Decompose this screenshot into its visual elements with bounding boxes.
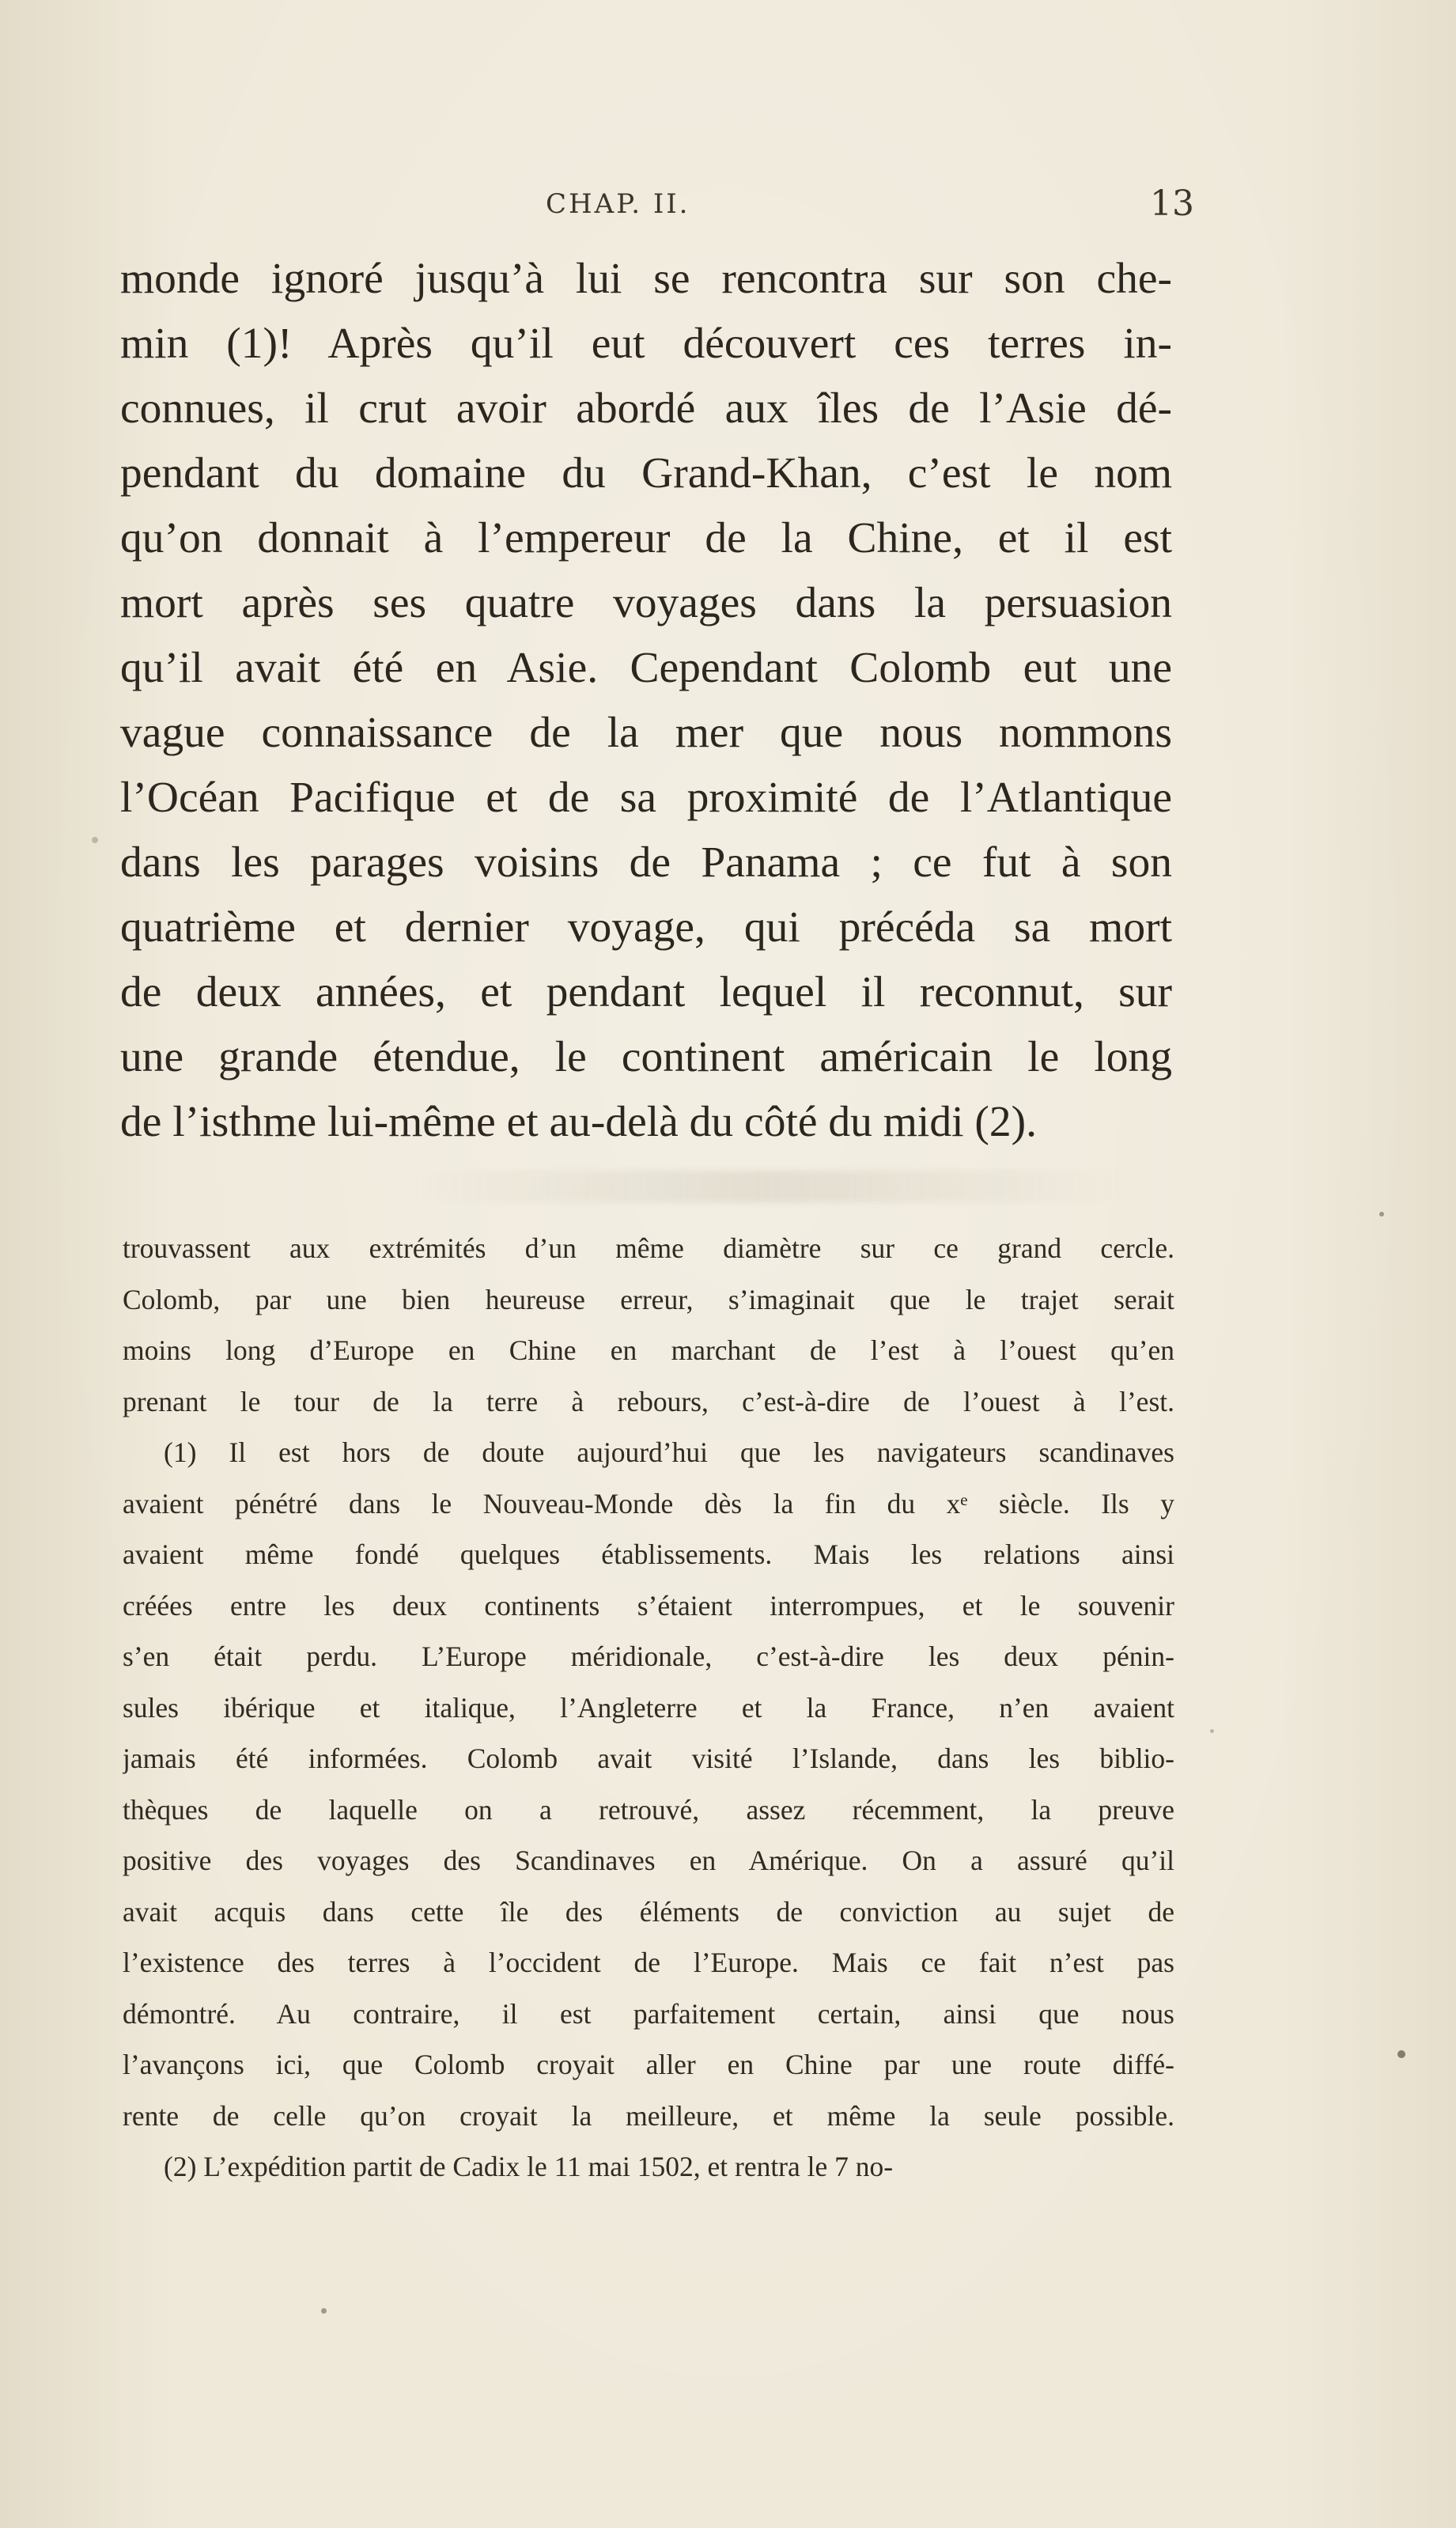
text-line: l’Océan Pacifique et de sa proximité de l’Atlantique (120, 774, 1172, 822)
paper-speck (1210, 1729, 1214, 1733)
footnote-line: jamais été informées. Colomb avait visité l’Islande, dans les biblio- (123, 1743, 1174, 1774)
text-line: quatrième et dernier voyage, qui précéda sa mort (120, 903, 1172, 952)
footnote-line: prenant le tour de la terre à rebours, c’est-à-dire de l’ouest à l’est. (123, 1385, 1174, 1417)
text-line: qu’il avait été en Asie. Cependant Colomb eut une (120, 644, 1172, 692)
footnote-line: Colomb, par une bien heureuse erreur, s’imaginait que le trajet serait (123, 1283, 1174, 1315)
footnote-2-start: (2) L’expédition partit de Cadix le 11 mai 1502, et rentra le 7 no- (164, 2151, 894, 2182)
text-line: de l’isthme lui-même et au-delà du côté du midi (2). (120, 1098, 1037, 1146)
footnote-line: créées entre les deux continents s’étaient interrompues, et le souvenir (123, 1589, 1174, 1622)
footnote-line: sules ibérique et italique, l’Angleterre et la France, n’en avaient (123, 1691, 1174, 1724)
footnote-line: rente de celle qu’on croyait la meilleure, et même la seule possible. (123, 2099, 1174, 2132)
text-line: une grande étendue, le continent américain le long (120, 1033, 1172, 1081)
page-header (119, 184, 1194, 236)
text-line: mort après ses quatre voyages dans la persuasion (120, 579, 1172, 627)
footnote-line: démontré. Au contraire, il est parfaitement certain, ainsi que nous (123, 1997, 1174, 2030)
footnote-1-start: (1) Il est hors de doute aujourd’hui que les navigateurs scandinaves (164, 1436, 1174, 1468)
paper-speck (321, 2308, 327, 2314)
footnote-line: trouvassent aux extrémités d’un même diamètre sur ce grand cercle. (123, 1232, 1174, 1264)
text-line: min (1)! Après qu’il eut découvert ces terres in- (120, 320, 1172, 368)
footnote-line: avaient pénétré dans le Nouveau-Monde dès la fin du xᵉ siècle. Ils y (123, 1487, 1174, 1519)
text-line: qu’on donnait à l’empereur de la Chine, et il est (120, 514, 1172, 562)
page-number: 13 (1150, 184, 1194, 224)
paper-speck (1379, 1212, 1384, 1217)
footnotes (123, 1223, 1174, 2193)
footnote-line: positive des voyages des Scandinaves en Amérique. On a assuré qu’il (123, 1845, 1174, 1876)
show-through-bleed (411, 1171, 1123, 1202)
text-line: connues, il crut avoir abordé aux îles de l’Asie dé- (120, 384, 1172, 433)
text-line: dans les parages voisins de Panama ; ce fut à son (120, 838, 1172, 887)
footnote-line: l’existence des terres à l’occident de l’Europe. Mais ce fait n’est pas (123, 1947, 1174, 1978)
footnote-line: avait acquis dans cette île des éléments de conviction au sujet de (123, 1895, 1174, 1928)
text-line: monde ignoré jusqu’à lui se rencontra sur son che- (120, 255, 1172, 303)
footnote-line: l’avançons ici, que Colomb croyait aller en Chine par une route diffé- (123, 2049, 1174, 2080)
footnote-line: thèques de laquelle on a retrouvé, assez récemment, la preuve (123, 1793, 1174, 1826)
main-text (120, 247, 1172, 1155)
text-line: pendant du domaine du Grand-Khan, c’est le nom (120, 449, 1172, 498)
footnote-line: avaient même fondé quelques établissements. Mais les relations ainsi (123, 1538, 1174, 1570)
paper-speck (1397, 2050, 1405, 2058)
footnote-line: moins long d’Europe en Chine en marchant de l’est à l’ouest qu’en (123, 1334, 1174, 1366)
running-head: CHAP. II. (546, 188, 690, 220)
paper-speck (92, 837, 98, 843)
text-line: vague connaissance de la mer que nous nommons (120, 709, 1172, 757)
text-line: de deux années, et pendant lequel il reconnut, sur (120, 968, 1172, 1016)
footnote-line: s’en était perdu. L’Europe méridionale, c’est-à-dire les deux pénin- (123, 1641, 1174, 1672)
